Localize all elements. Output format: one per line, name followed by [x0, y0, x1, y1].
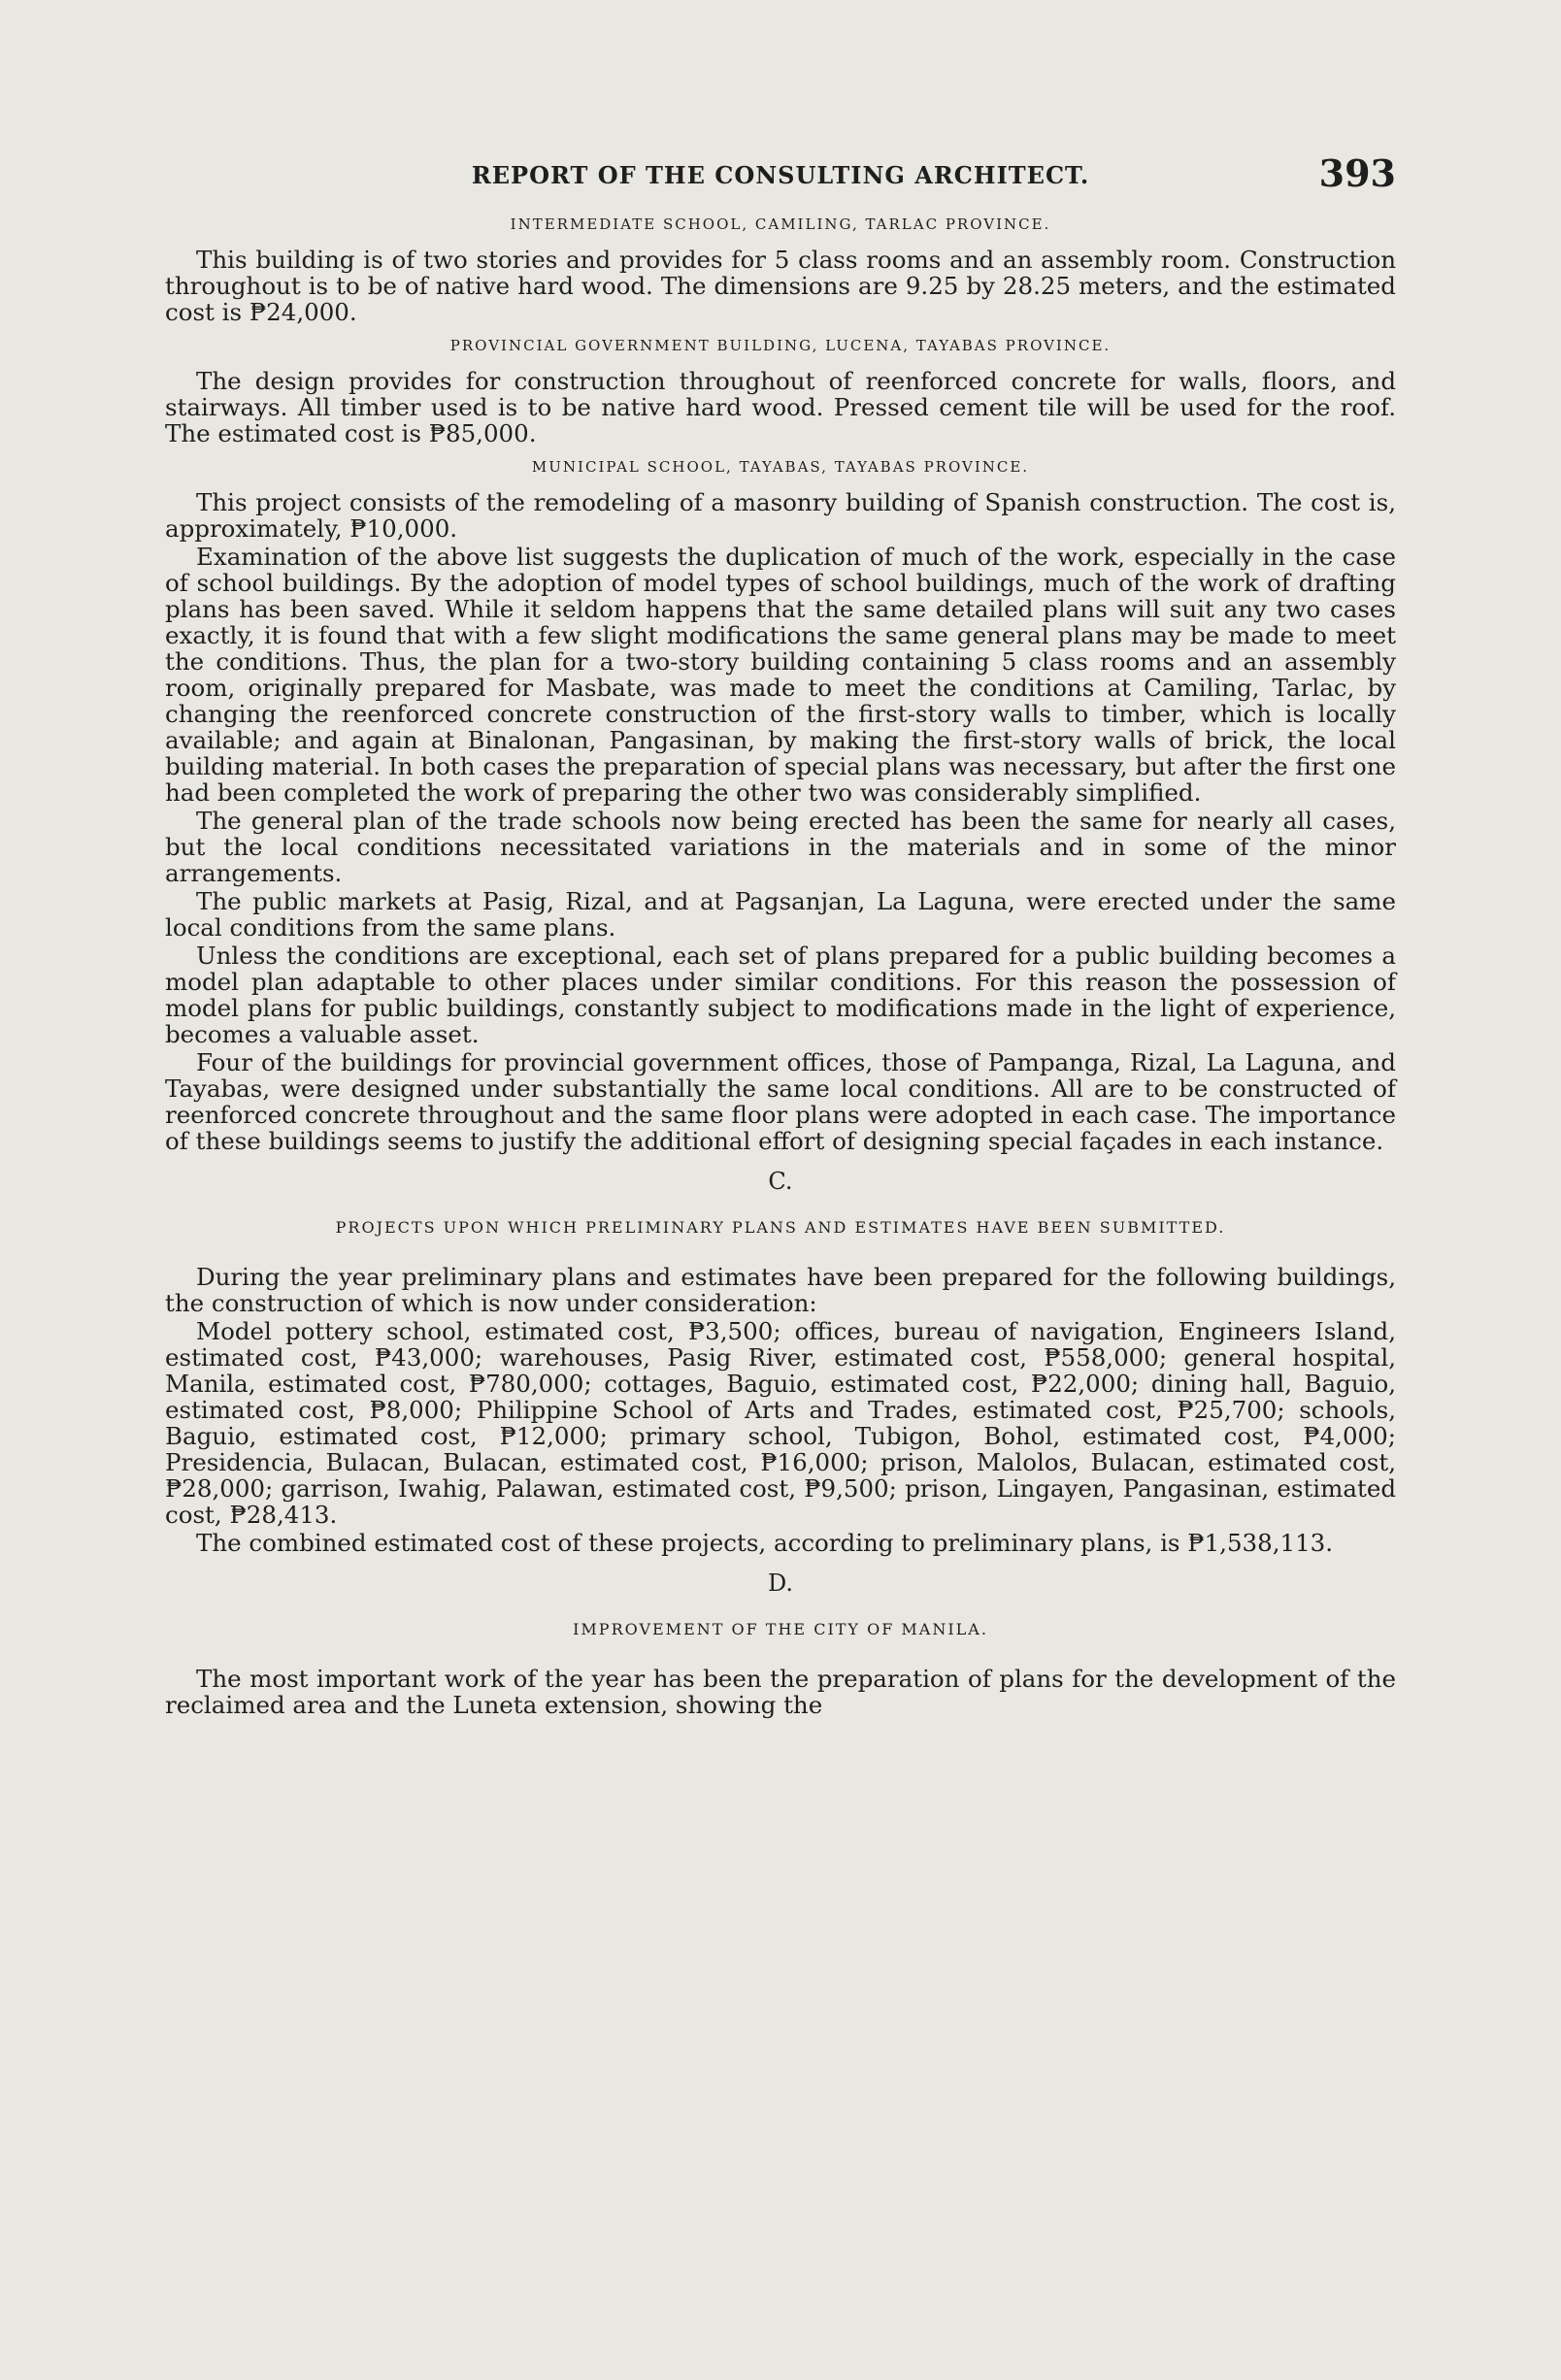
- part-c-heading: PROJECTS UPON WHICH PRELIMINARY PLANS AND ESTIMATES HAVE BEEN SUBMITTED.: [335, 1218, 1226, 1237]
- paragraph: This building is of two stories and provides for 5 class rooms and an assembly room. Construction throughout is to be of native hard wood. The dimensions are 9.25 by 28.25 meters, and the estimated cost is ₱24,000.: [165, 246, 1396, 326]
- paragraph: Examination of the above list suggests the duplication of much of the work, especially in the case of school buildings. By the adoption of model types of school buildings, much of the work of drafting plans has been saved. While it seldom happens that the same detailed plans will suit any two cases exactly, it is found that with a few slight modifications the same general plans may be made to meet the conditions. Thus, the plan for a two-story building containing 5 class rooms and an assembly room, originally prepared for Masbate, was made to meet the conditions at Camiling, Tarlac, by changing the reenforced concrete construction of the first-story walls to timber, which is locally available; and again at Binalonan, Pangasinan, by making the first-story walls of brick, the local building material. In both cases the preparation of special plans was necessary, but after the first one had been completed the work of preparing the other two was considerably simplified.: [165, 543, 1396, 807]
- paragraph: Model pottery school, estimated cost, ₱3,500; offices, bureau of navigation, Engineers Island, estimated cost, ₱43,000; warehouses, Pasig River, estimated cost, ₱558,000; general hospital, Manila, estimated cost, ₱780,000; cottages, Baguio, estimated cost, ₱22,000; dining hall, Baguio, estimated cost, ₱8,000; Philippine School of Arts and Trades, estimated cost, ₱25,700; schools, Baguio, estimated cost, ₱12,000; primary school, Tubigon, Bohol, estimated cost, ₱4,000; Presidencia, Bulacan, Bulacan, estimated cost, ₱16,000; prison, Malolos, Bulacan, estimated cost, ₱28,000; garrison, Iwahig, Palawan, estimated cost, ₱9,500; prison, Lingayen, Pangasinan, estimated cost, ₱28,413.: [165, 1317, 1396, 1529]
- running-head: [165, 146, 1396, 204]
- paragraph: Four of the buildings for provincial government offices, those of Pampanga, Rizal, La Laguna, and Tayabas, were designed under substantially the same local conditions. All are to be constructed of reenforced concrete throughout and the same floor plans were adopted in each case. The importance of these buildings seems to justify the additional effort of designing special façades in each instance.: [165, 1048, 1396, 1155]
- running-title: REPORT OF THE CONSULTING ARCHITECT.: [471, 161, 1090, 189]
- part-d-heading: IMPROVEMENT OF THE CITY OF MANILA.: [573, 1620, 988, 1638]
- spacer: [165, 1250, 1396, 1264]
- paragraph: The general plan of the trade schools now being erected has been the same for nearly all cases, but the local conditions necessitated variations in the materials and in some of the minor arrangements.: [165, 807, 1396, 887]
- spacer: [165, 1652, 1396, 1666]
- paragraph: This project consists of the remodeling of a masonry building of Spanish construction. The cost is, approximately, ₱10,000.: [165, 488, 1396, 543]
- page-number: 393: [1318, 151, 1396, 195]
- paragraph: The design provides for construction throughout of reenforced concrete for walls, floors, and stairways. All timber used is to be native hard wood. Pressed cement tile will be used for the roof. The estimated cost is ₱85,000.: [165, 367, 1396, 447]
- section-heading: INTERMEDIATE SCHOOL, CAMILING, TARLAC PROVINCE.: [510, 215, 1051, 233]
- paragraph: During the year preliminary plans and estimates have been prepared for the following buildings, the construction of which is now under consideration:: [165, 1263, 1396, 1317]
- part-letter-c: C.: [768, 1168, 793, 1195]
- part-letter-d: D.: [767, 1570, 793, 1597]
- paragraph: The public markets at Pasig, Rizal, and at Pagsanjan, La Laguna, were erected under the same local conditions from the same plans.: [165, 887, 1396, 942]
- paragraph: The most important work of the year has been the preparation of plans for the development of the reclaimed area and the Luneta extension, showing the: [165, 1665, 1396, 1719]
- section-heading: PROVINCIAL GOVERNMENT BUILDING, LUCENA, TAYABAS PROVINCE.: [449, 337, 1112, 354]
- paragraph: The combined estimated cost of these projects, according to preliminary plans, is ₱1,538,113.: [196, 1529, 1334, 1557]
- section-heading: MUNICIPAL SCHOOL, TAYABAS, TAYABAS PROVINCE.: [531, 458, 1030, 476]
- paragraph: Unless the conditions are exceptional, each set of plans prepared for a public building becomes a model plan adaptable to other places under similar conditions. For this reason the possession of model plans for public buildings, constantly subject to modifications made in the light of experience, becomes a valuable asset.: [165, 942, 1396, 1048]
